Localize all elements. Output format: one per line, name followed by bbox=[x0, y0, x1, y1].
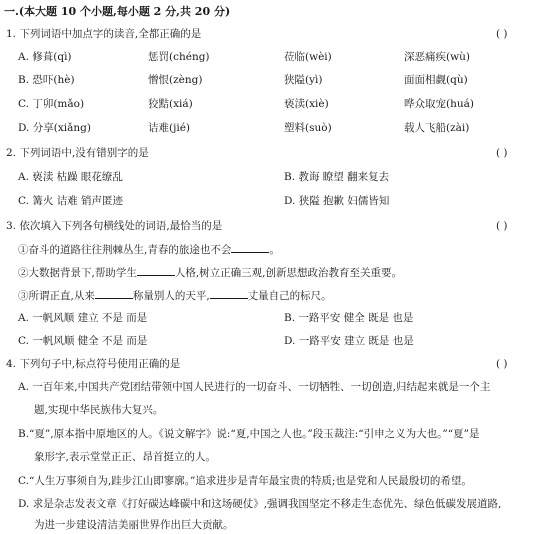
q1-c-2: 狡黠(xiá) bbox=[148, 98, 193, 110]
q1-d-4: 载人飞船(zài) bbox=[404, 122, 470, 134]
q1-d-3: 塑料(suò) bbox=[284, 122, 332, 134]
question-2-stem: 2. 下列词语中,没有错别字的是 bbox=[6, 147, 149, 159]
q4-a-line-2: 题,实现中华民族伟大复兴。 bbox=[34, 404, 164, 416]
q4-d-line-2: 为进一步建设清洁美丽世界作出巨大贡献。 bbox=[34, 519, 234, 531]
q4-b-line-2: 象形字,表示堂堂正正、昂首挺立的人。 bbox=[34, 451, 216, 463]
question-1-answer-paren: ( ) bbox=[496, 28, 508, 40]
q3-s2-text-a: ②大数据背景下,帮助学生 bbox=[18, 267, 137, 279]
q1-a-1: A. 修葺(qì) bbox=[18, 51, 72, 63]
q2-option-a: A. 亵渎 枯躁 眼花缭乱 bbox=[18, 171, 123, 183]
q1-c-1: C. 丁卯(mǎo) bbox=[18, 98, 85, 110]
q3-s3-text-a: ③所谓正直,从来 bbox=[18, 290, 95, 302]
q1-d-1: D. 分享(xiǎng) bbox=[18, 122, 91, 134]
fill-blank bbox=[95, 288, 133, 299]
q1-a-2: 惩罚(chéng) bbox=[148, 51, 210, 63]
q3-sentence-3 bbox=[18, 288, 332, 303]
fill-blank bbox=[231, 242, 269, 253]
fill-blank bbox=[137, 265, 175, 276]
fill-blank bbox=[210, 288, 248, 299]
q2-option-c: C. 篝火 诘难 销声匿迹 bbox=[18, 195, 124, 207]
q3-sentence-1 bbox=[18, 242, 280, 257]
question-4-answer-paren: ( ) bbox=[496, 358, 508, 370]
question-2-answer-paren: ( ) bbox=[496, 147, 508, 159]
question-3-answer-paren: ( ) bbox=[496, 220, 508, 232]
question-3-stem: 3. 依次填入下列各句横线处的词语,最恰当的是 bbox=[6, 220, 223, 232]
section-title: 一.(本大题 10 个小题,每小题 2 分,共 20 分) bbox=[4, 5, 231, 18]
q4-c-line-1: C.“人生万事须自为,跬步江山即寥廓。”追求进步是青年最宝贵的特质;也是党和人民最殷切的希望。 bbox=[18, 475, 472, 487]
q3-s1-text-b: 。 bbox=[269, 244, 280, 256]
q1-b-1: B. 恐吓(hè) bbox=[18, 74, 75, 86]
q3-option-a: A. 一帆风顺 建立 不是 而是 bbox=[18, 312, 148, 324]
q4-d-line-1: D. 求是杂志发表文章《打好碳达峰碳中和这场硬仗》,强调我国坚定不移走生态优先、绿色低碳发展道路, bbox=[18, 498, 502, 510]
q3-option-c: C. 一帆风顺 健全 不是 而是 bbox=[18, 335, 148, 347]
q3-s1-text-a: ①奋斗的道路往往荆棘丛生,青春的旅途也不会 bbox=[18, 244, 232, 256]
q3-option-d: D. 一路平安 建立 既是 也是 bbox=[284, 335, 414, 347]
question-1-stem: 1. 下列词语中加点字的读音,全都正确的是 bbox=[6, 28, 202, 40]
q1-b-2: 憎恨(zèng) bbox=[148, 74, 203, 86]
q3-sentence-2 bbox=[18, 265, 402, 280]
q4-a-line-1: A. 一百年来,中国共产党团结带领中国人民进行的一切奋斗、一切牺牲、一切创造,归结起来就是一个主 bbox=[18, 381, 491, 393]
q1-a-4: 深恶痛疾(wù) bbox=[404, 51, 470, 63]
q3-s2-text-b: 人格,树立正确三观,创新思想政治教育至关重要。 bbox=[174, 267, 403, 279]
q3-s3-text-c: 丈量自己的标尺。 bbox=[247, 290, 332, 302]
q1-b-3: 狭隘(yì) bbox=[284, 74, 323, 86]
question-4-stem: 4. 下列句子中,标点符号使用正确的是 bbox=[6, 358, 181, 370]
q2-option-b: B. 教诲 瞭望 翻来复去 bbox=[284, 171, 390, 183]
q1-c-4: 哗众取宠(huá) bbox=[404, 98, 474, 110]
q1-c-3: 亵渎(xiè) bbox=[284, 98, 329, 110]
q1-a-3: 莅临(wèi) bbox=[284, 51, 332, 63]
q1-b-4: 面面相觑(qù) bbox=[404, 74, 468, 86]
q2-option-d: D. 狭隘 抱歉 妇儒皆知 bbox=[284, 195, 390, 207]
q4-b-line-1: B.“夏”,原本指中原地区的人。《说文解字》说:“夏,中国之人也。”段玉裁注:“引申之义为大也。”“夏”是 bbox=[18, 428, 480, 440]
q1-d-2: 诘难(jié) bbox=[148, 122, 191, 134]
q3-option-b: B. 一路平安 健全 既是 也是 bbox=[284, 312, 414, 324]
q3-s3-text-b: 称量别人的天平, bbox=[132, 290, 210, 302]
